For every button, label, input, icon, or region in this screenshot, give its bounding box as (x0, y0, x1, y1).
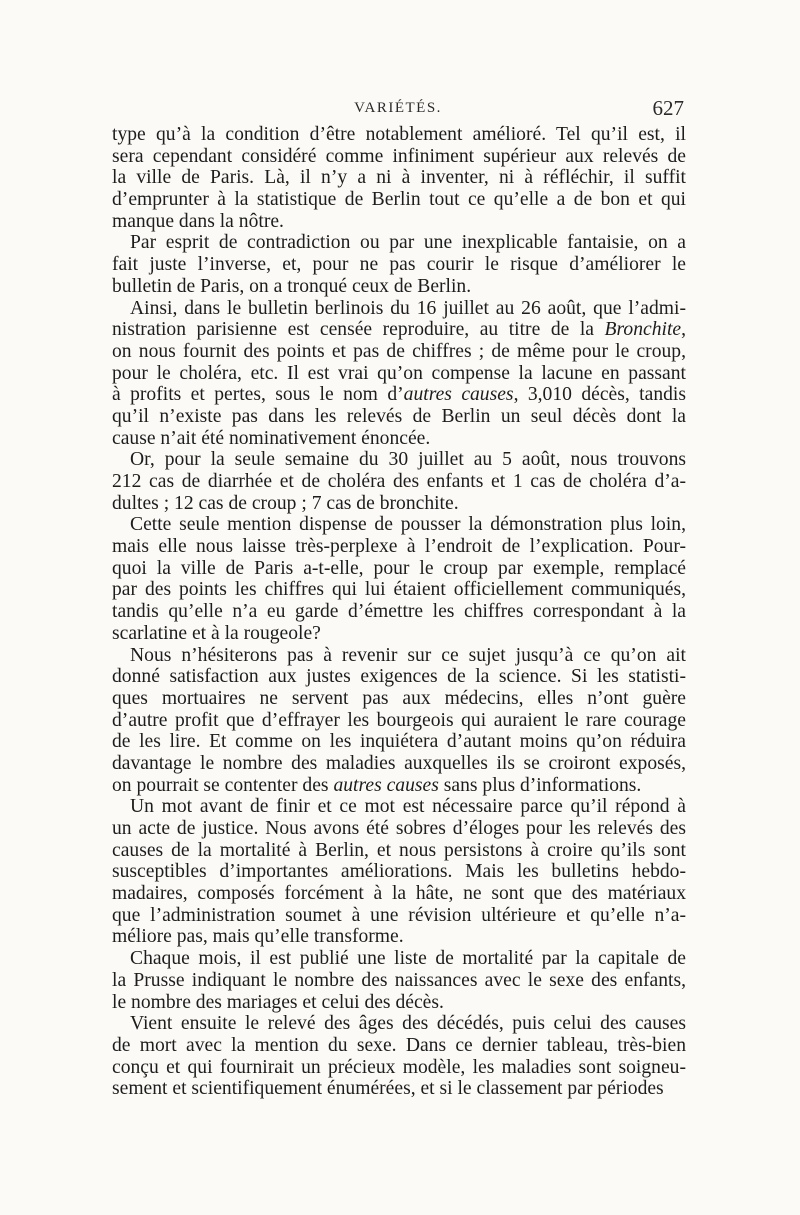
text-line: bulletin de Paris, on a tronqué ceux de Berlin. (112, 275, 472, 297)
text-line: fait juste l’inverse, et, pour ne pas courir le risque d’améliorer le (112, 254, 686, 276)
text-line: pour le choléra, etc. Il est vrai qu’on compense la lacune en passant (112, 362, 686, 384)
text-line: davantage le nombre des maladies auxquelles ils se croiront exposés, (112, 752, 686, 774)
text-line: Or, pour la seule semaine du 30 juillet au 5 août, nous trouvons (130, 449, 686, 471)
text-line: la Prusse indiquant le nombre des naissances avec le sexe des enfants, (112, 969, 686, 991)
text-line: que l’administration soumet à une révision ultérieure et qu’elle n’a- (112, 904, 686, 926)
body-text (112, 124, 686, 1100)
text-line: mais elle nous laisse très-perplexe à l’endroit de l’explication. Pour- (112, 536, 686, 558)
text-line: Un mot avant de finir et ce mot est nécessaire parce qu’il répond à (130, 796, 686, 818)
text-line: sement et scientifiquement énumérées, et si le classement par périodes (112, 1078, 664, 1100)
text-line: à profits et pertes, sous le nom d’autres causes, 3,010 décès, tandis (112, 384, 686, 406)
paragraph (112, 796, 686, 948)
text-line: Chaque mois, il est publié une liste de mortalité par la capitale de (130, 948, 686, 970)
text-line: de les lire. Et comme on les inquiétera d’autant moins qu’on réduira (112, 731, 686, 753)
text-line: qu’il n’existe pas dans les relevés de Berlin un seul décès dont la (112, 405, 686, 427)
paragraph (112, 514, 686, 644)
text-line: nistration parisienne est censée reproduire, au titre de la Bronchite, (112, 319, 686, 341)
text-line: ques mortuaires ne servent pas aux médecins, elles n’ont guère (112, 687, 686, 709)
text-line: causes de la mortalité à Berlin, et nous persistons à croire qu’ils sont (112, 839, 686, 861)
text-line: d’autre profit que d’effrayer les bourgeois qui auraient le rare courage (112, 709, 686, 731)
text-line: de mort avec la mention du sexe. Dans ce dernier tableau, très-bien (112, 1034, 686, 1056)
text-line: Ainsi, dans le bulletin berlinois du 16 juillet au 26 août, que l’admi- (130, 297, 686, 319)
text-line: quoi la ville de Paris a-t-elle, pour le croup par exemple, remplacé (112, 557, 686, 579)
text-line: sera cependant considéré comme infiniment supérieur aux relevés de (112, 145, 686, 167)
page-header (112, 96, 684, 126)
text-line: d’emprunter à la statistique de Berlin tout ce qu’elle a de bon et qui (112, 189, 686, 211)
text-line: le nombre des mariages et celui des décès. (112, 991, 444, 1013)
paragraph (112, 232, 686, 297)
paragraph (112, 645, 686, 797)
text-line: tandis qu’elle n’a eu garde d’émettre les chiffres correspondant à la (112, 601, 686, 623)
text-line: Cette seule mention dispense de pousser la démonstration plus loin, (130, 514, 686, 536)
text-line: conçu et qui fournirait un précieux modèle, les maladies sont soigneu- (112, 1056, 686, 1078)
text-line: on nous fournit des points et pas de chiffres ; de même pour le croup, (112, 340, 686, 362)
page-number: 627 (652, 96, 684, 120)
text-line: la ville de Paris. Là, il n’y a ni à inventer, ni à réfléchir, il suffit (112, 167, 686, 189)
running-title: VARIÉTÉS. (354, 100, 442, 116)
paragraph (112, 449, 686, 514)
text-line: dultes ; 12 cas de croup ; 7 cas de bronchite. (112, 492, 459, 514)
paragraph (112, 298, 686, 450)
text-line: type qu’à la condition d’être notablement amélioré. Tel qu’il est, il (112, 124, 686, 145)
text-line: scarlatine et à la rougeole? (112, 622, 321, 644)
text-line: cause n’ait été nominativement énoncée. (112, 427, 431, 449)
paragraph (112, 1013, 686, 1100)
text-line: susceptibles d’importantes améliorations. Mais les bulletins hebdo- (112, 861, 686, 883)
text-line: madaires, composés forcément à la hâte, ne sont que des matériaux (112, 883, 686, 905)
text-line: 212 cas de diarrhée et de choléra des enfants et 1 cas de choléra d’a- (112, 471, 686, 492)
text-line: donné satisfaction aux justes exigences de la science. Si les statisti- (112, 666, 686, 688)
text-line: manque dans la nôtre. (112, 210, 284, 232)
text-line: Vient ensuite le relevé des âges des décédés, puis celui des causes (130, 1013, 686, 1035)
paragraph (112, 124, 686, 232)
text-line: Nous n’hésiterons pas à revenir sur ce sujet jusqu’à ce qu’on ait (130, 644, 686, 666)
text-line: Par esprit de contradiction ou par une inexplicable fantaisie, on a (130, 232, 686, 254)
text-line: un acte de justice. Nous avons été sobres d’éloges pour les relevés des (112, 818, 686, 839)
text-line: méliore pas, mais qu’elle transforme. (112, 926, 404, 948)
text-line: on pourrait se contenter des autres causes sans plus d’informations. (112, 774, 642, 796)
paragraph (112, 948, 686, 1013)
text-line: par des points les chiffres qui lui étaient officiellement communiqués, (112, 579, 686, 601)
